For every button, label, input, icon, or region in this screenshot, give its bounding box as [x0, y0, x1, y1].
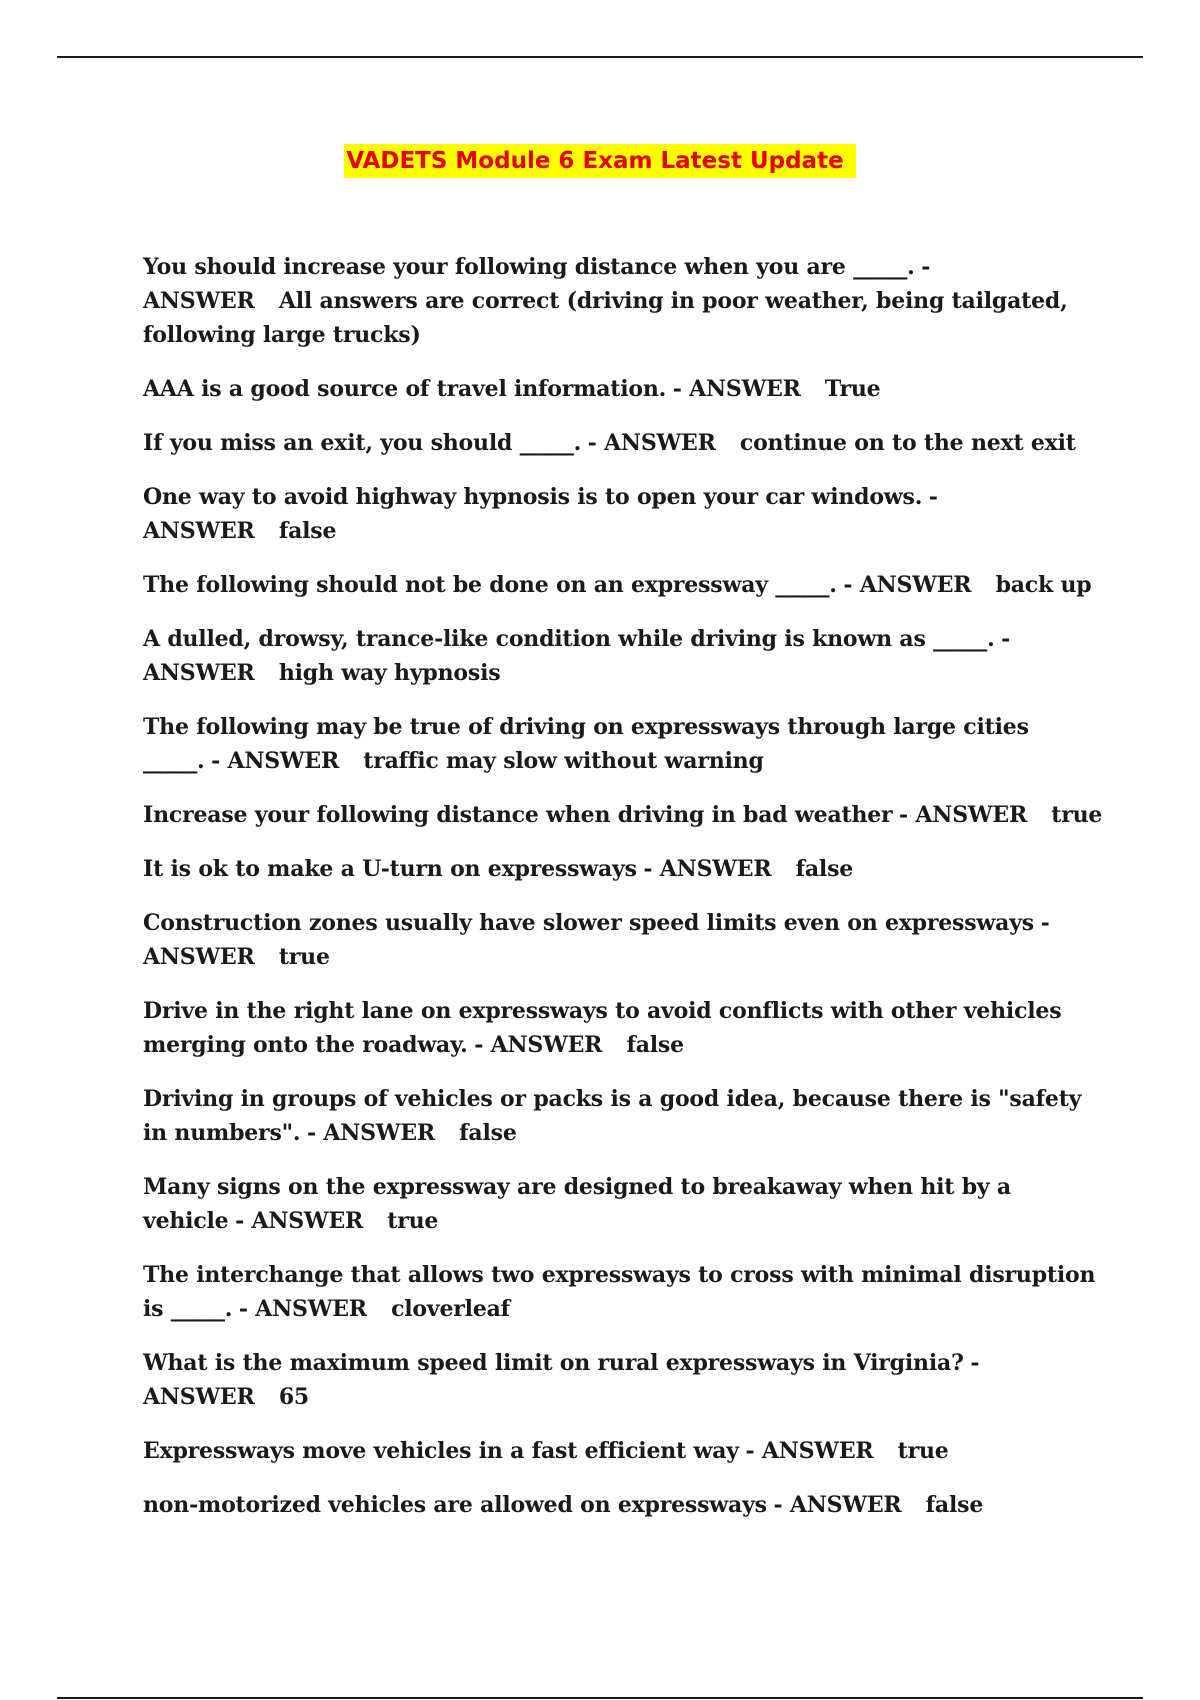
question-text: If you miss an exit, you should _____. — [143, 430, 582, 456]
question-text: What is the maximum speed limit on rural expressways in Virginia? — [143, 1350, 964, 1376]
answer-text: cloverleaf — [391, 1296, 510, 1322]
answer-text: traffic may slow without warning — [363, 748, 764, 774]
question-text: Driving in groups of vehicles or packs is a good idea, because there is "safety in numbers". — [143, 1086, 1082, 1146]
answer-text: back up — [995, 572, 1092, 598]
qa-item — [143, 372, 1103, 406]
qa-item — [143, 852, 1103, 886]
title-container — [0, 144, 1200, 178]
answer-text: true — [278, 944, 330, 970]
answer-separator: - ANSWER — [587, 430, 716, 456]
qa-item — [143, 1488, 1103, 1522]
question-text: Drive in the right lane on expressways to avoid conflicts with other vehicles merging onto the roadway. — [143, 998, 1062, 1058]
question-text: One way to avoid highway hypnosis is to open your car windows. — [143, 484, 923, 510]
answer-separator: - ANSWER — [843, 572, 972, 598]
qa-item — [143, 1170, 1103, 1238]
question-text: You should increase your following distance when you are _____. — [143, 254, 915, 280]
question-text: non-motorized vehicles are allowed on expressways — [143, 1492, 767, 1518]
answer-separator: - ANSWER — [306, 1120, 435, 1146]
footer-rule — [57, 1697, 1143, 1699]
answer-separator: - ANSWER — [672, 376, 801, 402]
answer-separator: - ANSWER — [143, 484, 938, 544]
qa-item — [143, 1258, 1103, 1326]
qa-list — [143, 250, 1103, 1542]
qa-item — [143, 906, 1103, 974]
qa-item — [143, 710, 1103, 778]
question-text: It is ok to make a U-turn on expressways — [143, 856, 637, 882]
question-text: A dulled, drowsy, trance-like condition while driving is known as _____. — [143, 626, 995, 652]
answer-separator: - ANSWER — [143, 910, 1050, 970]
qa-item — [143, 568, 1103, 602]
answer-text: All answers are correct (driving in poor weather, being tailgated, following large trucks) — [143, 288, 1068, 348]
answer-separator: - ANSWER — [235, 1208, 364, 1234]
answer-separator: - ANSWER — [211, 748, 340, 774]
answer-text: continue on to the next exit — [739, 430, 1076, 456]
qa-item — [143, 426, 1103, 460]
answer-text: false — [278, 518, 337, 544]
answer-text: false — [459, 1120, 517, 1146]
question-text: The following may be true of driving on expressways through large cities _____. — [143, 714, 1029, 774]
answer-text: high way hypnosis — [278, 660, 501, 686]
answer-separator: - ANSWER — [773, 1492, 902, 1518]
question-text: The following should not be done on an expressway _____. — [143, 572, 837, 598]
qa-item — [143, 480, 1103, 548]
answer-text: false — [795, 856, 854, 882]
answer-text: true — [1051, 802, 1103, 828]
answer-text: false — [925, 1492, 984, 1518]
answer-separator: - ANSWER — [899, 802, 1028, 828]
answer-separator: - ANSWER — [143, 626, 1011, 686]
question-text: Increase your following distance when driving in bad weather — [143, 802, 893, 828]
answer-separator: - ANSWER — [745, 1438, 874, 1464]
header-rule — [57, 56, 1143, 58]
answer-separator: - ANSWER — [643, 856, 772, 882]
qa-item — [143, 622, 1103, 690]
question-text: AAA is a good source of travel information. — [143, 376, 667, 402]
question-text: The interchange that allows two expressways to cross with minimal disruption is _____. — [143, 1262, 1096, 1322]
qa-item — [143, 1082, 1103, 1150]
answer-text: false — [626, 1032, 684, 1058]
qa-item — [143, 1346, 1103, 1414]
qa-item — [143, 1434, 1103, 1468]
answer-separator: - ANSWER — [143, 254, 931, 314]
question-text: Construction zones usually have slower speed limits even on expressways — [143, 910, 1034, 936]
qa-item — [143, 798, 1103, 832]
qa-item — [143, 250, 1103, 352]
answer-text: true — [897, 1438, 949, 1464]
question-text: Many signs on the expressway are designed to breakaway when hit by a vehicle — [143, 1174, 1011, 1234]
qa-item — [143, 994, 1103, 1062]
answer-text: 65 — [278, 1384, 310, 1410]
answer-text: True — [824, 376, 881, 402]
answer-text: true — [387, 1208, 439, 1234]
answer-separator: - ANSWER — [474, 1032, 603, 1058]
answer-separator: - ANSWER — [143, 1350, 980, 1410]
answer-separator: - ANSWER — [238, 1296, 367, 1322]
question-text: Expressways move vehicles in a fast efficient way — [143, 1438, 739, 1464]
document-title: VADETS Module 6 Exam Latest Update — [344, 144, 855, 178]
